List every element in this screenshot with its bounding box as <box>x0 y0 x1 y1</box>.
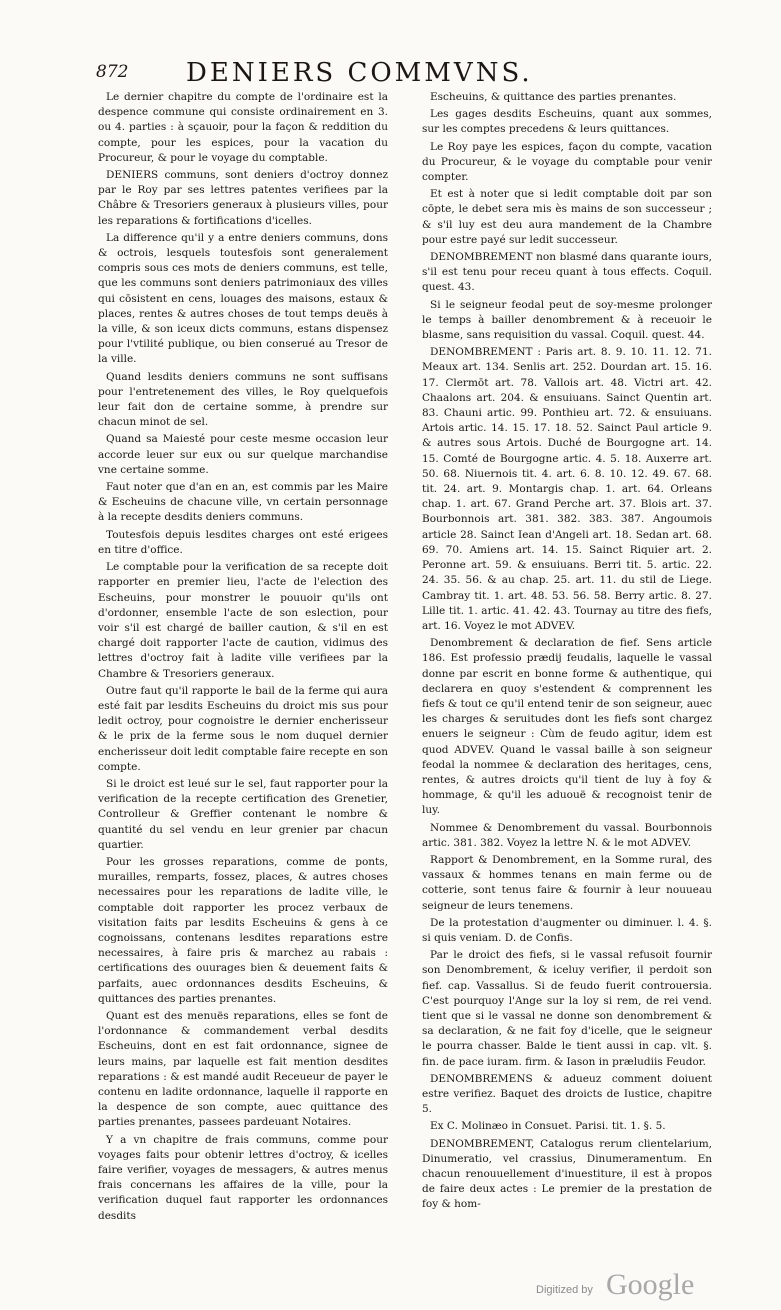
paragraph: DENOMBREMENT non blasmé dans quarante iours, s'il est tenu pour receu quant à tous effects. Coquil. quest. 43. <box>422 251 712 294</box>
paragraph: Les gages desdits Escheuins, quant aux sommes, sur les comptes precedens & leurs quittances. <box>422 108 712 136</box>
paragraph: DENIERS communs, sont deniers d'octroy donnez par le Roy par ses lettres patentes verifiees par la Châbre & Tresoriers generaux à plusieurs villes, pour les reparations & fortifications d'icelles. <box>98 169 388 227</box>
paragraph: Le dernier chapitre du compte de l'ordinaire est la despence commune qui consiste ordinairement en 3. ou 4. parties : à sçauoir, pour la façon & reddition du compte, pour les espices, pour la vacation du Procureur, & pour le voyage du comptable. <box>98 91 388 164</box>
running-title: DENIERS COMMVNS. <box>186 58 533 88</box>
paragraph: Le comptable pour la verification de sa recepte doit rapporter en premier lieu, l'acte de l'election des Escheuins, pour monstrer le pouuoir qu'ils ont d'ordonner, ensemble l'acte de son eslection, pour voir s'il est chargé de bailler caution, & s'il en est chargé doit rapporter l'acte de caution, vidimus des lettres d'octroy fait à ladite ville verifiees par la Chambre & Tresoriers generaux. <box>98 561 388 680</box>
paragraph: Si le droict est leué sur le sel, faut rapporter pour la verification de la recepte certification des Grenetier, Controlleur & Greffier contenant le nombre & quantité du sel vendu en leur grenier par chacun quartier. <box>98 777 388 851</box>
paragraph: Quand lesdits deniers communs ne sont suffisans pour l'entretenement des villes, le Roy quelquefois leur fait don de certaine somme, à prendre sur chacun minot de sel. <box>98 370 388 429</box>
paragraph: Toutesfois depuis lesdites charges ont esté erigees en titre d'office. <box>98 528 388 556</box>
watermark-logo: Google <box>606 1268 695 1301</box>
paragraph: Quant est des menuës reparations, elles se font de l'ordonnance & commandement verbal desdits Escheuins, dont en est fait ordonnance, signee de leurs mains, par laquelle est fait mention desdites reparations : & est mandé audit Receueur de payer le contenu en ladite ordonnance, laquelle il rapporte en la despence de son compte, auec quittance des parties prenantes, passees pardeuant Notaires. <box>98 1009 388 1129</box>
paragraph: Rapport & Denombrement, en la Somme rural, des vassaux & hommes tenans en main ferme ou de cotterie, sont tenus faire & fournir à leur nouueau seigneur de leurs tenemens. <box>422 853 712 912</box>
left-column <box>98 90 388 1280</box>
paragraph: DENOMBREMENT : Paris art. 8. 9. 10. 11. 12. 71. Meaux art. 134. Senlis art. 252. Dourdan art. 15. 16. 17. Clermōt art. 78. Vallois art. 48. Victri art. 42. Chaalons art. 204. & ensuiuans. Sainct Quentin art. 83. Chauni artic. 99. Ponthieu art. 72. & ensuiuans. Artois artic. 14. 15. 17. 18. 52. Sainct Paul article 9. & autres sous Artois. Duché de Bourgogne art. 14. 15. Comté de Bourgogne artic. 4. 5. 18. Auxerre art. 50. 68. Niuernois tit. 4. art. 6. 8. 10. 12. 49. 67. 68. tit. 24. art. 9. Montargis chap. 1. art. 64. Orleans chap. 1. art. 67. Grand Perche art. 37. Blois art. 37. Bourbonnois art. 381. 382. 383. 387. Angoumois article 28. Sainct Iean d'Angeli art. 18. Sedan art. 68. 69. 70. Amiens art. 14. 15. Sainct Riquier art. 2. Peronne art. 59. & ensuiuans. Berri tit. 5. artic. 22. 24. 35. 56. & au chap. 25. art. 11. du stil de Liege. Cambray tit. 1. art. 48. 53. 56. 58. Berry artic. 8. 27. Lille tit. 1. artic. 41. 42. 43. Tournay au titre des fiefs, art. 16. Voyez le mot ADVEV. <box>422 346 712 632</box>
paragraph: Si le seigneur feodal peut de soy-mesme prolonger le temps à bailler denombrement & à receuoir le blasme, sans requisition du vassal. Coquil. quest. 44. <box>422 298 712 342</box>
paragraph: Et est à noter que si ledit comptable doit par son cōpte, le debet sera mis ès mains de son successeur ; & s'il luy est deu aura mandement de la Chambre pour estre payé sur ledit successeur. <box>422 188 712 246</box>
paragraph: Quand sa Maiesté pour ceste mesme occasion leur accorde leuer sur eux ou sur quelque marchandise vne certaine somme. <box>98 433 388 476</box>
right-column <box>422 90 712 1280</box>
paragraph: Escheuins, & quittance des parties prenantes. <box>430 91 677 103</box>
paragraph: La difference qu'il y a entre deniers communs, dons & octrois, lesquels toutesfois sont generalement compris sous ces mots de deniers communs, est telle, que les communs sont deniers patrimoniaux des villes qui cōsistent en cens, louages des maisons, estaux & places, rentes & autres choses de tout temps deuës à la ville, & son iceux dicts communs, estans dispensez pour l'vtilité publique, ou bien conserué au Tresor de la ville. <box>98 231 388 366</box>
watermark-prefix: Digitized by <box>536 1284 593 1296</box>
paragraph: DENOMBREMENS & adueuz comment doiuent estre verifiez. Baquet des droicts de Iustice, chapitre 5. <box>422 1072 712 1116</box>
paragraph: De la protestation d'augmenter ou diminuer. l. 4. §. si quis veniam. D. de Confis. <box>422 916 712 944</box>
paragraph: DENOMBREMENT, Catalogus rerum clientelarium, Dinumeratio, vel crassius, Dinumeramentum. En chacun renouuellement d'inuestiture, il est à propos de faire deux actes : Le premier de la prestation de foy & hom- <box>422 1137 712 1211</box>
page-header <box>96 58 586 92</box>
paragraph: Ex C. Molinæo in Consuet. Parisi. tit. 1. §. 5. <box>430 1120 666 1133</box>
paragraph: Nommee & Denombrement du vassal. Bourbonnois artic. 381. 382. Voyez la lettre N. & le mot ADVEV. <box>422 821 712 849</box>
paragraph: Faut noter que d'an en an, est commis par les Maire & Escheuins de chacune ville, vn certain personnage à la recepte desdits deniers communs. <box>98 481 388 524</box>
paragraph: Par le droict des fiefs, si le vassal refusoit fournir son Denombrement, & iceluy verifier, il perdoit son fief. cap. Vassallus. Si de feudo fuerit controuersia. C'est pourquoy l'Ange sur la loy si rem, de rei vend. tient que si le vassal ne donne son denombrement & sa declaration, & ne fait foy d'icelle, que le seigneur le pourra chasser. Balde le tient aussi in cap. vlt. §. fin. de pace iuram. firm. & Iason in præludiis Feudor. <box>422 949 712 1068</box>
page-number: 872 <box>96 62 129 82</box>
digitized-watermark <box>536 1268 756 1306</box>
paragraph: Outre faut qu'il rapporte le bail de la ferme qui aura esté fait par lesdits Escheuins du droict mis sus pour ledit octroy, pour cognoistre le dernier encherisseur & le prix de la ferme sous le nom duquel dernier encherisseur doit ledit comptable faire recepte en son compte. <box>98 684 388 773</box>
paragraph: Pour les grosses reparations, comme de ponts, murailles, remparts, fossez, places, & autres choses necessaires pour les reparations de ladite ville, le comptable doit rapporter les procez verbaux de visitation faits par lesdits Escheuins & gens à ce cognoissans, contenans lesdites reparations estre necessaires, à faire pris & marchez au rabais : certifications des ouurages bien & deuement faits & parfaits, auec ordonnances desdits Escheuins, & quittances des parties prenantes. <box>98 855 388 1005</box>
paragraph: Denombrement & declaration de fief. Sens article 186. Est professio prædij feudalis, laquelle le vassal donne par escrit en bonne forme & authentique, qui declarera en quoy s'estendent & comprennent les fiefs & tout ce qu'il entend tenir de son seigneur, auec les charges & seruitudes dont les fiefs sont chargez enuers le seigneur : Cùm de feudo agitur, idem est quod ADVEV. Quand le vassal baille à son seigneur feodal la nommee & declaration des heritages, cens, rentes, & autres droicts qu'il tient de luy à foy & hommage, & qu'il les aduouë & recognoist tenir de luy. <box>422 637 712 817</box>
paragraph: Y a vn chapitre de frais communs, comme pour voyages faits pour obtenir lettres d'octroy, & icelles faire verifier, voyages de messagers, & autres menus frais concernans les affaires de la ville, pour la verification duquel faut rapporter les ordonnances desdits <box>98 1133 388 1222</box>
paragraph: Le Roy paye les espices, façon du compte, vacation du Procureur, & le voyage du comptable pour venir compter. <box>422 140 712 184</box>
